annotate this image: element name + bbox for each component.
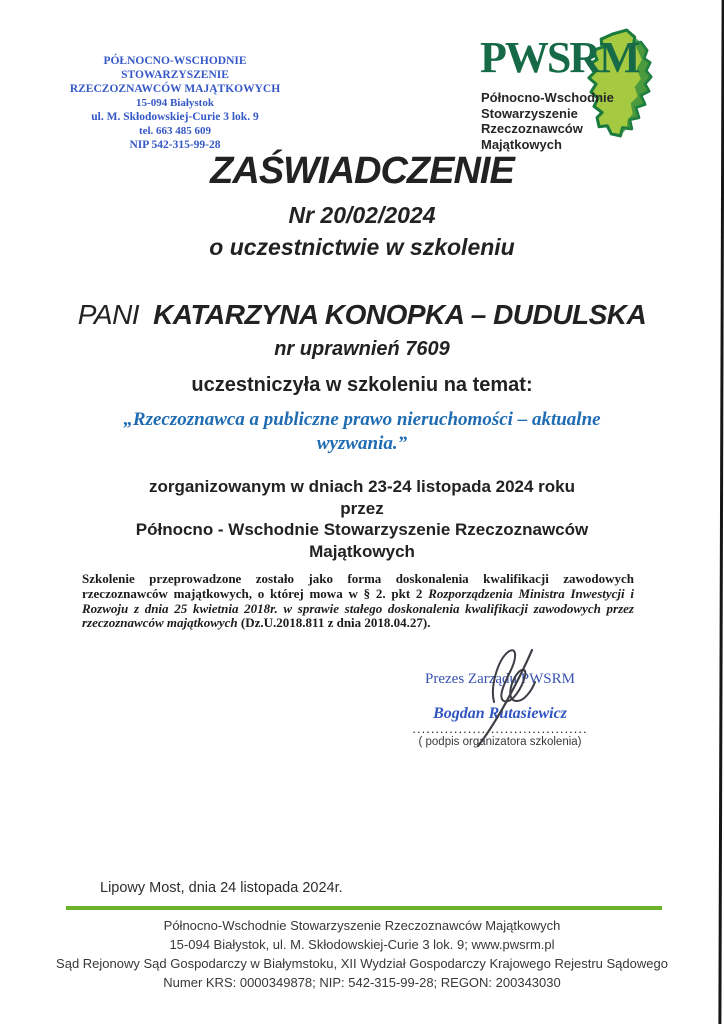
footer-court-registry: Sąd Rejonowy Sąd Gospodarczy w Białymstoku, XII Wydział Gospodarczy Krajowego Rejestru Sądowego bbox=[56, 956, 668, 971]
pwsrm-logo bbox=[480, 28, 675, 152]
stamp-line: ul. M. Skłodowskiej-Curie 3 lok. 9 bbox=[91, 111, 259, 123]
footer-address: 15-094 Białystok, ul. M. Skłodowskiej-Curie 3 lok. 9; www.pwsrm.pl bbox=[169, 937, 555, 952]
recipient-salutation: PANI bbox=[77, 299, 140, 330]
license-number: nr uprawnień 7609 bbox=[274, 338, 450, 360]
training-dates: zorganizowanym w dniach 23-24 listopada 2024 roku bbox=[148, 477, 576, 496]
document-title: ZAŚWIADCZENIE bbox=[210, 150, 514, 192]
organization-stamp bbox=[56, 54, 294, 152]
organizer-block bbox=[0, 476, 724, 562]
logo-tagline-line: Rzeczoznawców bbox=[481, 121, 583, 136]
training-topic: „Rzeczoznawca a publiczne prawo nieruchomości – aktualne wyzwania.” bbox=[123, 409, 601, 454]
logo-tagline bbox=[481, 90, 614, 152]
footer-organization: Północno-Wschodnie Stowarzyszenie Rzeczoznawców Majątkowych bbox=[163, 918, 561, 933]
recipient-name: KATARZYNA KONOPKA – DUDULSKA bbox=[153, 299, 647, 330]
handwritten-signature bbox=[448, 644, 558, 752]
document-subtitle: o uczestnictwie w szkoleniu bbox=[209, 234, 515, 260]
document-number: Nr 20/02/2024 bbox=[288, 202, 436, 228]
legal-journal-reference: (Dz.U.2018.811 z dnia 2018.04.27). bbox=[237, 615, 431, 631]
stamp-line: 15-094 Białystok bbox=[136, 97, 214, 109]
place-and-date: Lipowy Most, dnia 24 listopada 2024r. bbox=[100, 880, 343, 896]
recipient-line bbox=[0, 299, 724, 331]
stamp-line: PÓŁNOCNO-WSCHODNIE STOWARZYSZENIE bbox=[103, 55, 247, 81]
signature-caption: ( podpis organizatora szkolenia) bbox=[418, 736, 582, 748]
signature-block bbox=[400, 670, 600, 749]
footer bbox=[0, 916, 724, 992]
logo-tagline-line: Stowarzyszenie bbox=[481, 105, 578, 121]
signer-role: Prezes Zarządu PWSRM bbox=[425, 671, 575, 687]
logo-acronym: PWSRM bbox=[480, 33, 639, 82]
organizer-preposition: przez bbox=[340, 498, 384, 518]
signature-dotted-line: ...................................... bbox=[412, 721, 588, 736]
stamp-line: RZECZOZNAWCÓW MAJĄTKOWYCH bbox=[69, 83, 281, 95]
legal-regulation-title: Rozporządzenia Ministra Inwestycji i Rozwoju z dnia 25 kwietnia 2018r. w sprawie stałego doskonalenia kwalifikacji zawodowych przez rzeczoznawców majątkowych bbox=[82, 585, 635, 631]
footer-registration-numbers: Numer KRS: 0000349878; NIP: 542-315-99-28; REGON: 200343030 bbox=[163, 975, 561, 990]
organizer-name-line1: Północno - Wschodnie Stowarzyszenie Rzeczoznawców bbox=[135, 520, 589, 539]
logo-tagline-line: Majątkowych bbox=[481, 136, 562, 152]
signer-name: Bogdan Rutasiewicz bbox=[433, 705, 567, 722]
legal-text: Szkolenie przeprowadzone zostało jako forma doskonalenia kwalifikacji zawodowych rzeczoznawców majątkowych, o której mowa w § 2. pkt 2 bbox=[82, 571, 634, 601]
legal-basis-paragraph bbox=[82, 572, 634, 631]
logo-tagline-line: Północno-Wschodnie bbox=[481, 90, 614, 105]
stamp-line: tel. 663 485 609 bbox=[138, 125, 212, 137]
stamp-line: NIP 542-315-99-28 bbox=[129, 139, 221, 151]
footer-divider bbox=[66, 906, 662, 910]
organizer-name-line2: Majątkowych bbox=[309, 541, 415, 561]
participation-statement: uczestniczyła w szkoleniu na temat: bbox=[191, 374, 533, 396]
